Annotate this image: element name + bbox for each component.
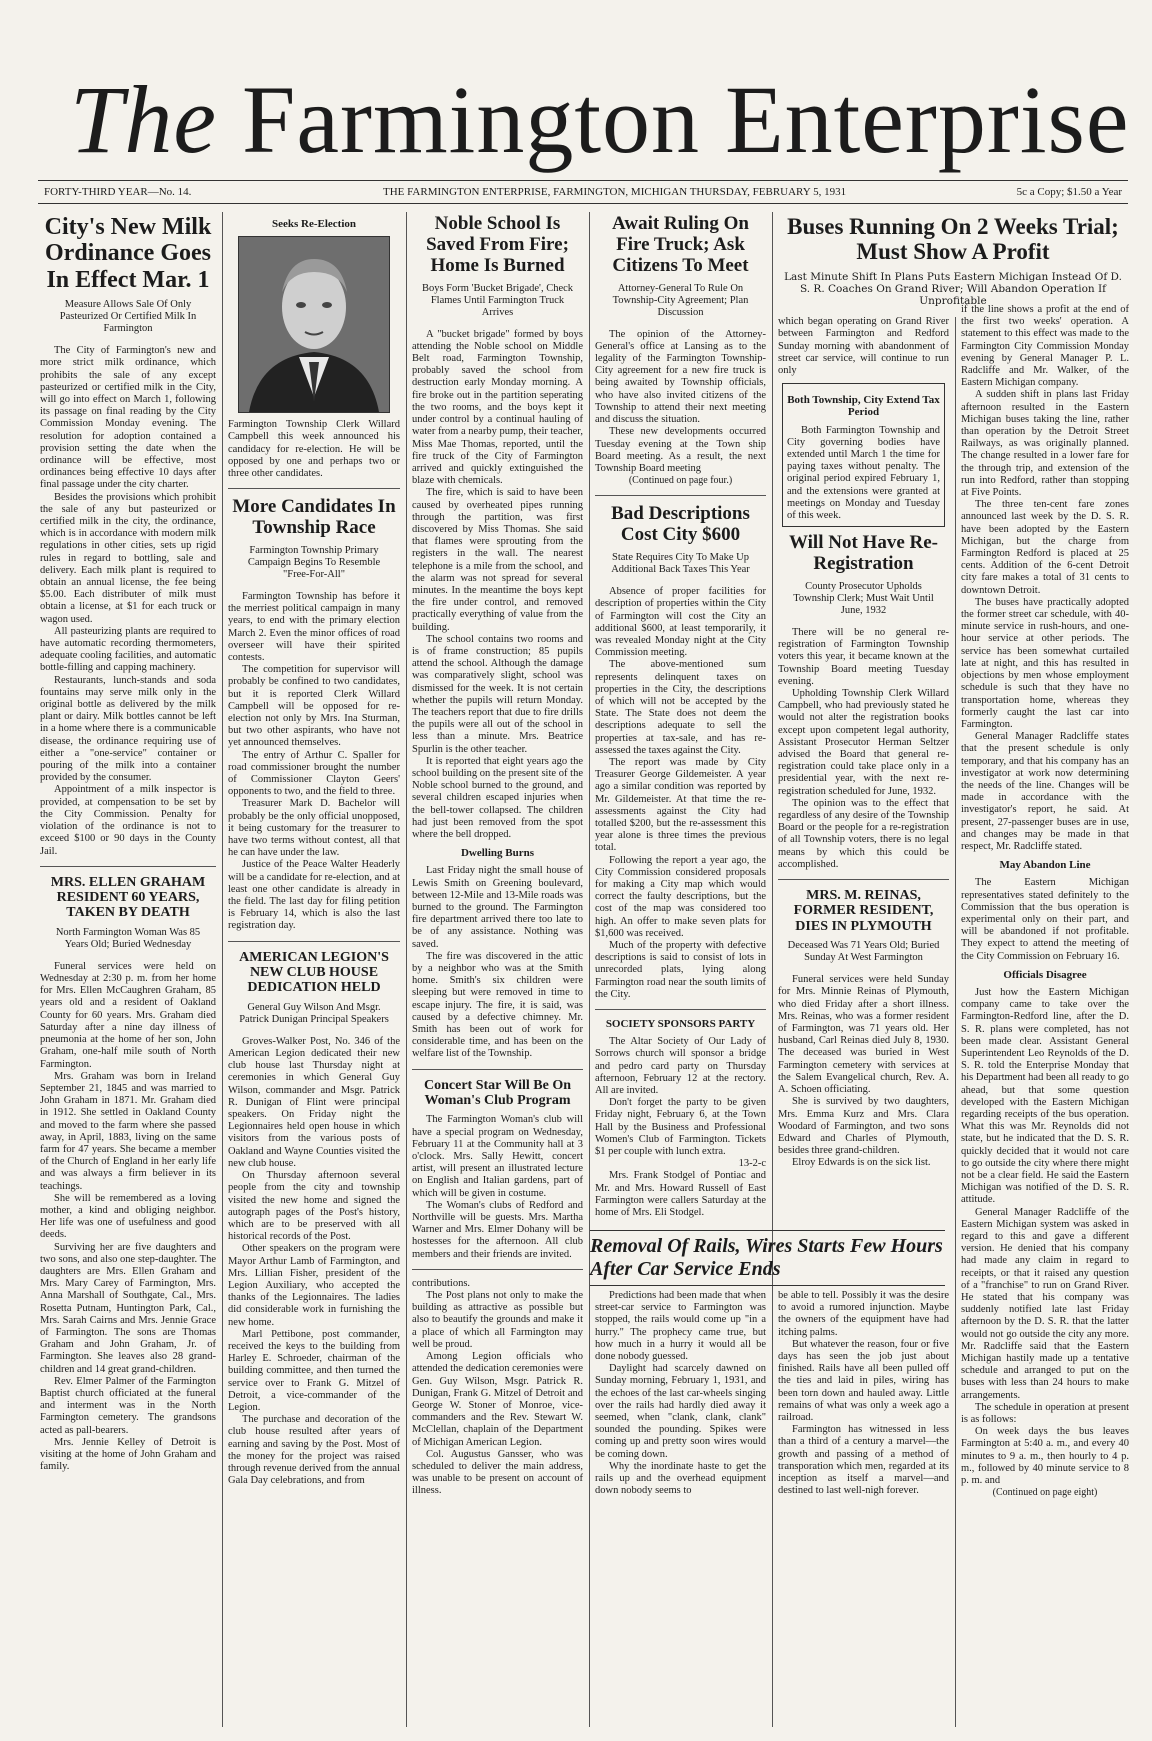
continued-note: (Continued on page eight) — [992, 1487, 1098, 1499]
divider — [228, 941, 400, 942]
article-paragraph: The entry of Arthur C. Spaller for road commissioner brought the number of Commissioner Clayton Geers' opponents to two, and the field to three. — [228, 749, 400, 798]
noble-school-headline: Noble School Is Saved From Fire; Home Is Burned — [426, 213, 569, 276]
article-paragraph: Mrs. Graham was born in Ireland September 21, 1845 and was married to John Graham in 1871. Mr. Graham died in 1912. She settled in Oakland County and moved to the farm where she passed away, in April, 1883, living on the same farm for 47 years. She became a member of the Church of England in her early life and was always a firm believer in its teachings. — [40, 1070, 216, 1192]
article-paragraph: The fire was discovered in the attic by a neighbor who was at the Smith home. Smith's six children were sleeping but were removed in time to escape injury. The fire, it is said, was caused by a defective chimney. Mr. Smith has been out of work for considerable time, and has been on the welfare list of the Township. — [412, 950, 583, 1060]
article-paragraph: The Eastern Michigan representatives stated definitely to the Commission that the bus operation is experimental only on their part, and will be abandoned if not profitable. They expect to attend the meeting of the City Commission on February 16. — [961, 877, 1129, 962]
article-paragraph: The opinion was to the effect that regardless of any desire of the Township Board or the people for a re-registration of all Township voters, there is no legal means by which this could be accomplished. — [778, 797, 949, 870]
article-paragraph: She will be remembered as a loving mother, a kind and obliging neighbor. Her life was one of usefulness and good deeds. — [40, 1192, 216, 1241]
candidates-headline: More Candidates In Township Race — [232, 496, 396, 539]
bad-descriptions-deck: State Requires City To Make Up Additional Back Taxes This Year — [611, 552, 750, 576]
continued-note: (Continued on page four.) — [628, 475, 733, 487]
column-1 — [40, 212, 216, 1732]
article-paragraph: She is survived by two daughters, Mrs. Emma Kurz and Mrs. Clara Woodard of Farmington, and two sons Edward and Charles of Plymouth, besides three grand-children. — [778, 1096, 949, 1157]
article-paragraph: The opinion of the Attorney-General's office at Lansing as to the legality of the Farmington Township-City agreement for a new fire truck is being awaited by Township officials, who have also invited citizens of the Township to attend their next meeting and discuss the situation. — [595, 328, 766, 426]
article-paragraph: The above-mentioned sum represents delinquent taxes on properties in the City, the descriptions of which will not be accepted by the State. The State does not deem the descriptions adequate to sell the properties at tax-sale, and has re-assessed the taxes against the City. — [595, 659, 766, 756]
column-3 — [412, 212, 583, 1732]
officials-disagree-subhead: Officials Disagree — [1003, 968, 1087, 981]
article-paragraph: There will be no general re-registration of Farmington Township voters this year, it became known at the Township Board meeting Tuesday evening. — [778, 627, 949, 687]
legion-deck: General Guy Wilson And Msgr. Patrick Dunigan Principal Speakers — [239, 1001, 389, 1025]
article-paragraph: Surviving her are five daughters and two sons, and also one step-daughter. The daughters are Mrs. Ellen Graham and Mrs. Mary Carey of Farmington, Mrs. Anna Marshall of Southgate, Cal., Mrs. Rosetta Putnam, Huntington Park, Cal., Mrs. Sarah Cairns and Mrs. Jennie Grace of Farmington. The sons are Thomas Graham and John Graham, Jr. of Farmington. She leaves also 28 grand-children and 14 great grand-children. — [40, 1241, 216, 1375]
photo-kicker: Seeks Re-Election — [271, 218, 356, 230]
article-paragraph: Following the report a year ago, the City Commission considered proposals for making a City map which would correct the faulty descriptions, but the cost of the map was considered too high. An offer to make seven plats for $1,600 was received. — [595, 854, 766, 939]
dateline-center: THE FARMINGTON ENTERPRISE, FARMINGTON, MICHIGAN THURSDAY, FEBRUARY 5, 1931 — [383, 186, 847, 198]
article-paragraph: Mrs. Frank Stodgel of Pontiac and Mr. and Mrs. Howard Russell of East Farmington were callers Saturday at the home of Mrs. Eli Stodgel. — [595, 1170, 766, 1219]
article-paragraph: Upholding Township Clerk Willard Campbell, who had previously stated he would not alter the registration books except upon competent legal authority, Assistant Prosecutor Herman Seltzer advised the Board that general re-registration could take place only in a presidential year, with the next re-registration scheduled for June, 1932. — [778, 688, 949, 797]
banner-spacer — [961, 212, 1129, 304]
portrait-photo — [238, 236, 390, 413]
article-paragraph: Absence of proper facilities for description of properties within the City of Farmington will cost the City an additional $600, at least temporarily, it was revealed Monday night at the City Commission meeting. — [595, 586, 766, 659]
article-paragraph: Appointment of a milk inspector is provided, at compensation to be set by the City Commission. Penalty for violation of the ordinance is not to exceed $100 or 90 days in the County Jail. — [40, 784, 216, 857]
article-paragraph: Groves-Walker Post, No. 346 of the American Legion dedicated their new club house last Thursday night at ceremonies in which General Guy Wilson, commander and Msgr. Patrick R. Dunigan of Flint were principal speakers. On Friday night the Legionnaires held open house in which visitors from the various posts of Oakland and Wayne Counties visited the new club house. — [228, 1035, 400, 1169]
dateline-price: 5c a Copy; $1.50 a Year — [1016, 186, 1122, 198]
article-paragraph: if the line shows a profit at the end of the first two weeks' operation. A statement to this effect was made to the Farmington City Commission Monday evening by General Manager P. L. Radcliffe and Mr. Walker, of the Eastern Michigan company. — [961, 304, 1129, 389]
article-paragraph: Funeral services were held Sunday for Mrs. Minnie Reinas of Plymouth, who died Friday after a short illness. Mrs. Reinas, who was a former resident of Farmington, was 71 years old. Her husband, Carl Reinas died July 8, 1930. The deceased was buried in West Farmington cemetery with services at the Salem Evangelical church, Rev. A. A. Schoen officiating. — [778, 974, 949, 1096]
fire-truck-deck: Attorney-General To Rule On Township-City Agreement; Plan Discussion — [612, 282, 749, 318]
article-paragraph: The three ten-cent fare zones announced last week by the D. S. R. have been adopted by the Eastern Michigan, but the charge from Farmington Redford is placed at 25 cents. Addition of the 6-cent Detroit city fare makes a total of 31 cents to downtown Detroit. — [961, 499, 1129, 596]
fire-truck-headline: Await Ruling On Fire Truck; Ask Citizens To Meet — [612, 213, 749, 276]
candidates-deck: Farmington Township Primary Campaign Begins To Resemble "Free-For-All" — [247, 545, 381, 580]
noble-school-deck: Boys Form 'Bucket Brigade', Check Flames Until Farmington Truck Arrives — [421, 282, 574, 318]
concert-star-headline: Concert Star Will Be On Woman's Club Program — [424, 1077, 571, 1109]
divider — [778, 879, 949, 880]
re-registration-headline: Will Not Have Re-Registration — [789, 532, 938, 575]
portrait-illustration — [239, 237, 389, 412]
article-paragraph: The competition for supervisor will probably be confined to two candidates, but it is reported Clerk Willard Campbell will be opposed for re-election not only by Mrs. Ina Sturman, but two other aspirants, who have not yet announced themselves. — [228, 664, 400, 749]
article-paragraph: Treasurer Mark D. Bachelor will probably be the only official unopposed, it being customary for the treasurer to have two terms without contest, all that he can have under the law. — [228, 798, 400, 859]
bad-descriptions-headline: Bad Descriptions Cost City $600 — [611, 503, 750, 546]
rails-column-a — [595, 1290, 766, 1730]
article-paragraph: Marl Pettibone, post commander, received the keys to the building from Harley E. Schroeder, chairman of the building committee, and then turned the service over to Frank G. Mitzel of Detroit, a vice-commander of the Legion. — [228, 1328, 400, 1413]
article-paragraph: The Woman's clubs of Redford and Northville will be guests. Mrs. Martha Warner and Mrs. Elmer Dohany will be hostesses for the afternoon. All club members and their friends are invited. — [412, 1199, 583, 1260]
ad-reference: 13-2-c — [738, 1158, 766, 1170]
reinas-deck: Deceased Was 71 Years Old; Buried Sunday At West Farmington — [787, 940, 940, 964]
column-rule — [589, 212, 590, 1727]
divider — [228, 488, 400, 489]
column-rule — [955, 212, 956, 1727]
dateline — [38, 180, 1128, 204]
graham-headline: MRS. ELLEN GRAHAM RESIDENT 60 YEARS, TAKEN BY DEATH — [50, 874, 206, 921]
article-paragraph: The report was made by City Treasurer George Gildemeister. A year ago a similar condition was reported by Mr. Gildemeister. At that time the re-assessments against the City had totalled $200, but the re-assessment this year alone is three times the previous total. — [595, 756, 766, 854]
article-paragraph: Col. Augustus Gansser, who was scheduled to deliver the main address, was unable to be present on account of illness. — [412, 1448, 583, 1497]
article-paragraph: But whatever the reason, four or five days has seen the job just about finished. Rails have all been pulled off the ties and laid in piles, wiring has been torn down and hauled away. Little remains of what was only a week ago a railroad. — [778, 1338, 949, 1424]
column-6 — [961, 212, 1129, 1732]
graham-deck: North Farmington Woman Was 85 Years Old; Buried Wednesday — [55, 926, 201, 950]
article-paragraph: Other speakers on the program were Mayor Arthur Lamb of Farmington, and Mrs. Lillian Fisher, president of the Legion Auxiliary, who accepted the thanks of the Legionnaires. The ladies did considerable work in furnishing the new home. — [228, 1243, 400, 1328]
article-paragraph: The purchase and decoration of the club house resulted after years of earning and saving by the Post. Most of the money for the project was raised through revenue derived from the annual Gala Day celebrations, and from — [228, 1414, 400, 1487]
masthead-the: The — [70, 66, 217, 173]
article-paragraph: Justice of the Peace Walter Headerly will be a candidate for re-election, and at least one other candidate is already in the field. The last day for filing petition is February 14, which is also the last registration day. — [228, 859, 400, 932]
column-rule — [772, 212, 773, 1727]
masthead — [70, 66, 1130, 173]
article-paragraph: Just how the Eastern Michigan company came to take over the Farmington-Redford line, after the D. S. R. plans were completed, has not been made clear. Assistant General Superintendent Leo Reynolds of the D. S. R. told the Enterprise Monday that his Department had been all ready to go ahead, but that some question developed with the Eastern Michigan regarding receipts of the bus operation. What this was Mr. Reynolds did not state, but he indicated that the D. S. R. quickly decided that it would not care to go outside the city where there might not be a clear field. He said the Eastern Michigan was notified of the D. S. R. attitude. — [961, 986, 1129, 1206]
legion-headline: AMERICAN LEGION'S NEW CLUB HOUSE DEDICATION HELD — [239, 949, 389, 996]
society-party-headline: SOCIETY SPONSORS PARTY — [605, 1018, 756, 1030]
buses-deck: Last Minute Shift In Plans Puts Eastern Michigan Instead Of D. S. R. Coaches On Grand River; Will Abandon Operation If Unprofitable — [784, 270, 1122, 307]
article-paragraph: Daylight had scarcely dawned on Sunday morning, February 1, 1931, and the echoes of the last car-wheels singing over the rails had hardly died away it seemed, when "clank, clank, clank" sounded the pounding. Spikes were coming up and pretty soon wires would be coming down. — [595, 1363, 766, 1460]
column-2 — [228, 212, 400, 1732]
rails-headline: Removal Of Rails, Wires Starts Few Hours After Car Service Ends — [590, 1230, 945, 1286]
divider — [595, 495, 766, 496]
article-paragraph: Last Friday night the small house of Lewis Smith on Greening boulevard, between 12-Mile and 13-Mile roads was burned to the ground. The Farmington fire department arrived there too late to be of any assistance. Nothing was saved. — [412, 865, 583, 950]
tax-period-headline: Both Township, City Extend Tax Period — [787, 394, 940, 419]
article-paragraph: Predictions had been made that when street-car service to Farmington was stopped, the rails would come up "in a hurry." The prophecy came true, but how much in a hurry it would all be done nobody guessed. — [595, 1290, 766, 1363]
article-paragraph: The fire, which is said to have been caused by overheated pipes running through the partition, was first discovered by Miss Thomas. She said that flames were sprouting from the registers in the wall. The nearest telephone is a mile from the school, and the alarm was not spread for several minutes. In the meantime the boys kept the fire under control, and removed practically everything of value from the building. — [412, 487, 583, 633]
masthead-title: Farmington Enterprise — [242, 66, 1130, 173]
reinas-headline: MRS. M. REINAS, FORMER RESIDENT, DIES IN PLYMOUTH — [793, 888, 934, 934]
article-paragraph: General Manager Radcliffe states that the present schedule is only temporary, and that his company has an investigator at work now determining the needs of the line. Changes will be made in accordance with the investigator's report, he said. At present, 27-passenger buses are in use, and changes may be made in that respect, Mr. Radcliffe stated. — [961, 731, 1129, 852]
divider — [595, 1009, 766, 1010]
article-paragraph: which began operating on Grand River between Farmington and Redford Sunday morning with abandonment of street car service, will continue to run only — [778, 316, 949, 377]
rails-column-b — [778, 1290, 949, 1730]
article-paragraph: A sudden shift in plans last Friday afternoon resulted in the Eastern Michigan buses taking the line, rather than operation by the Detroit Street Railways, as was originally planned. The change resulted in a lower fare for the through trip, and extension of the run into Redford, rather than stopping at Five Points. — [961, 389, 1129, 499]
article-paragraph: Elroy Edwards is on the sick list. — [792, 1157, 931, 1169]
milk-ordinance-deck: Measure Allows Sale Of Only Pasteurized Or Certified Milk In Farmington — [59, 299, 197, 335]
article-paragraph: contributions. — [412, 1277, 471, 1289]
article-paragraph: Rev. Elmer Palmer of the Farmington Baptist church officiated at the funeral and interment was in the North Farmington cemetery. The grandsons acted as pall-bearers. — [40, 1375, 216, 1436]
article-paragraph: General Manager Radcliffe of the Eastern Michigan system was asked in regard to this and gave a different version. He denied that his company had made any claim in regard to receipts, or that it raised any question of a "franchise" to run on Grand River. He stated that his company was suddenly notified late last Friday afternoon by the D. S. R. that the latter would not go outside the city any more. Mr. Radcliffe said that the Eastern Michigan hastily made up a tentative schedule and arranged to put on the buses with less than 24 hours to make arrangements. — [961, 1206, 1129, 1401]
article-paragraph: be able to tell. Possibly it was the desire to avoid a rumored injunction. Maybe the owners of the equipment have had itching palms. — [778, 1290, 949, 1338]
article-paragraph: Besides the provisions which prohibit the sale of any but pasteurized or certified milk in the city, the ordinance, which is in accordance with modern milk regulations in other cities, sets up rigid rules in regard to bottling, sale and delivery. Each milk plant is required to obtain an annual license, the fee being $5.00. Each distributer of milk must obtain a license, at $1 for each truck or wagon used. — [40, 491, 216, 625]
divider — [40, 866, 216, 867]
article-paragraph: Much of the property with defective descriptions is said to consist of lots in unrecorded plats, lying along Farmington road near the south limits of the City. — [595, 939, 766, 1000]
article-paragraph: The Altar Society of Our Lady of Sorrows church will sponsor a bridge and pedro card party on Thursday afternoon, February 12 at the rectory. All are invited. — [595, 1036, 766, 1097]
article-paragraph: Farmington Township has before it the merriest political campaign in many years, to end with the primary election March 2. Even the minor offices of road overseer will have their spirited contests. — [228, 591, 400, 664]
dateline-year-no: FORTY-THIRD YEAR—No. 14. — [44, 186, 192, 198]
article-paragraph: The schedule in operation at present is as follows: — [961, 1401, 1129, 1426]
column-4 — [595, 212, 766, 1222]
article-paragraph: On Thursday afternoon several people from the city and township visited the new home and signed the autograph pages of the Post's history, which are to be preserved with all historical records of the Post. — [228, 1170, 400, 1243]
article-paragraph: Don't forget the party to be given Friday night, February 6, at the Town Hall by the Business and Professional Women's Club of Farmington. Tickets $1 per couple with lunch extra. — [595, 1097, 766, 1158]
article-paragraph: Both Farmington Township and City governing bodies have extended until March 1 the time for paying taxes without penalty. The original period expired February 1, and the extensions were granted at meetings on Monday and Tuesday of this week. — [787, 424, 940, 522]
article-paragraph: Among Legion officials who attended the dedication ceremonies were Gen. Guy Wilson, Msgr. Patrick R. Dunigan, Frank G. Mitzel of Detroit and George W. Stoner of Monroe, vice-commanders and the Rev. Stewart W. McClellan, chaplain of the Department of Michigan American Legion. — [412, 1351, 583, 1448]
re-registration-deck: County Prosecutor Upholds Township Clerk; Must Wait Until June, 1932 — [793, 581, 934, 617]
article-paragraph: Why the inordinate haste to get the rails up and the overhead equipment down nobody seems to — [595, 1460, 766, 1497]
column-5 — [778, 212, 949, 1222]
photo-caption: Farmington Township Clerk Willard Campbell this week announced his candidacy for re-election. He will be opposed by one and perhaps two or three other candidates. — [228, 419, 400, 480]
article-paragraph: It is reported that eight years ago the school building on the present site of the Noble school burned to the ground, and several children escaped injuries when the bell-tower collapsed. The children had just been removed from the spot where the bell dropped. — [412, 755, 583, 840]
article-paragraph: The school contains two rooms and is of frame construction; 85 pupils attend the school. Although the damage was comparatively slight, school was dismissed for the week. It is not certain whether the pupils will return Monday. The teachers report that due to fire drills the pupils were all out of the school in less than a minute. Mrs. Beatrice Spurlin is the other teacher. — [412, 633, 583, 755]
article-paragraph: Farmington has witnessed in less than a third of a century a marvel—the growth and passing of a method of transporation which men, regarded at its inception as itself a marvel—and destined to last well-nigh forever. — [778, 1424, 949, 1497]
article-paragraph: On week days the bus leaves Farmington at 5:40 a. m., and every 40 minutes to 9 a. m., then hourly to 4 p. m., followed by 40 minute service to 8 p. m. and — [961, 1426, 1129, 1487]
divider — [412, 1069, 583, 1070]
dwelling-subhead: Dwelling Burns — [460, 847, 535, 860]
article-paragraph: All pasteurizing plants are required to have automatic recording thermometers, adequate cooling facilities, and automatic bottle-filling and capping machinery. — [40, 625, 216, 674]
article-paragraph: The City of Farmington's new and more strict milk ordinance, which prohibits the sale of any except pasteurized or certified milk in the City, will go into effect on March 1, following its passage on final reading by the City Commission Monday evening. The resolution for adoption contained a provision setting the date when the ordinance will be effective, most ordinances being effective 10 days after final passage under the city charter. — [40, 345, 216, 491]
buses-headline: Buses Running On 2 Weeks Trial; Must Show A Profit — [787, 214, 1119, 265]
article-paragraph: The Post plans not only to make the building as attractive as possible but also to beautify the grounds and make it a place of which all Farmington may well be proud. — [412, 1290, 583, 1350]
article-paragraph: A "bucket brigade" formed by boys attending the Noble school on Middle Belt road, Farmington Township, probably saved the school from destruction early Monday morning. A fire broke out in the partition seperating the two rooms, and the boys kept it under control by a continual hauling of water from a nearby pump, their teacher, Miss Mae Thomas, reported, until the fire truck of the City of Farmington arrived and quickly extinguished the blaze with chemicals. — [412, 328, 583, 487]
article-paragraph: Restaurants, lunch-stands and soda fountains may serve milk only in the original bottle as delivered by the milk plant or dairy. Milk bottles cannot be left in a home where there is a communicable disease, the ordinance requiring use of either a "one-service" container or pouring of the milk into a container provided by the consumer. — [40, 674, 216, 784]
article-paragraph: The buses have practically adopted the former street car schedule, with 40-minute service in rush-hours, and one-hour service at other periods. The service has been somewhat curtailed late at night, and this has resulted in objections by men whose employment schedule is such that they have no transportation home, whereas they formerly caught the last car into Farmington. — [961, 596, 1129, 730]
milk-ordinance-headline: City's New Milk Ordinance Goes In Effect Mar. 1 — [44, 214, 212, 293]
article-paragraph: Mrs. Jennie Kelley of Detroit is visiting at the home of John Graham and family. — [40, 1436, 216, 1473]
column-rule — [406, 212, 407, 1727]
article-paragraph: These new developments occurred Tuesday evening at the Town ship Board meeting. As a result, the next Township Board meeting — [595, 426, 766, 474]
article-paragraph: The Farmington Woman's club will have a special program on Wednesday, February 11 at the Community hall at 3 o'clock. Mrs. Sally Hewitt, concert artist, will present an illustrated lecture on English and Italian gardens, part of which will be given in costume. — [412, 1114, 583, 1199]
column-rule — [222, 212, 223, 1727]
abandon-line-subhead: May Abandon Line — [999, 859, 1091, 872]
article-paragraph: Funeral services were held on Wednesday at 2:30 p. m. from her home for Mrs. Ellen McCaughren Graham, 85 years old and a resident of Oakland County for 60 years. Mrs. Graham died Saturday after a nine day illness of pneumonia at the home of her son, John Graham, one-half mile south of North Farmington. — [40, 960, 216, 1070]
divider — [412, 1269, 583, 1270]
tax-period-box — [782, 383, 945, 527]
